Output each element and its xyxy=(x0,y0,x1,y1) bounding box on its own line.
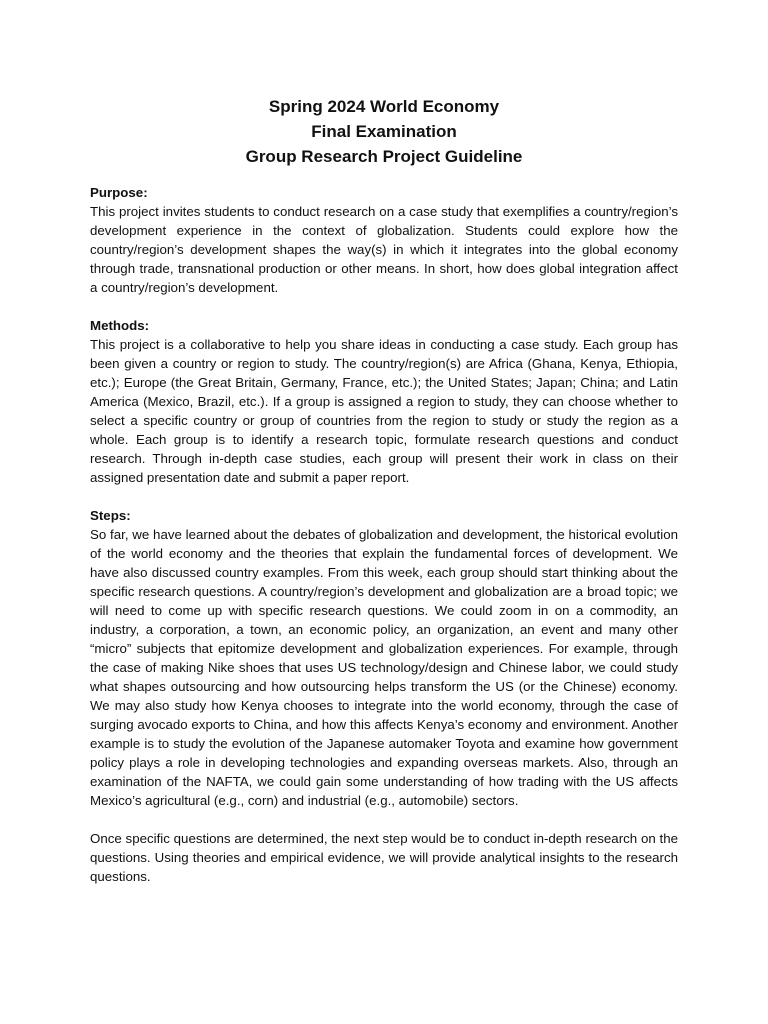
paragraph-methods: This project is a collaborative to help you share ideas in conducting a case study. Each group has been given a country or region to study. The country/region(s) are Africa (Ghana, Kenya, Ethiopia, etc.); Europe (the Great Britain, Germany, France, etc.); the United States; Japan; China; and Latin America (Mexico, Brazil, etc.). If a group is assigned a region to study, they can choose whether to select a specific country or group of countries from the region to study or study the region as a whole. Each group is to identify a research topic, formulate research questions and conduct research. Through in-depth case studies, each group will present their work in class on their assigned presentation date and submit a paper report. xyxy=(90,337,678,485)
section-steps xyxy=(90,506,678,886)
section-methods xyxy=(90,316,678,487)
section-heading-methods: Methods: xyxy=(90,318,150,333)
section-heading-purpose: Purpose: xyxy=(90,185,148,200)
title-line-guideline: Group Research Project Guideline xyxy=(245,147,523,166)
paragraph-purpose: This project invites students to conduct research on a case study that exemplifies a country/region’s development experience in the context of globalization. Students could explore how the country/region’s development shapes the way(s) in which it integrates into the global economy through trade, transnational production or other means. In short, how does global integration affect a country/region’s development. xyxy=(90,204,678,295)
section-purpose xyxy=(90,183,678,297)
title-line-course: Spring 2024 World Economy xyxy=(268,97,500,116)
document-title xyxy=(90,94,678,169)
paragraph-steps-2: Once specific questions are determined, the next step would be to conduct in-depth research on the questions. Using theories and empirical evidence, we will provide analytical insights to the research questions. xyxy=(90,831,678,884)
paragraph-steps-1: So far, we have learned about the debates of globalization and development, the historical evolution of the world economy and the theories that explain the fundamental forces of development. We have also discussed country examples. From this week, each group should start thinking about the specific research questions. A country/region’s development and globalization are a broad topic; we will need to come up with specific research questions. We could zoom in on a commodity, an industry, a corporation, a town, an economic policy, an organization, an event and many other “micro” subjects that epitomize development and globalization experiences. For example, through the case of making Nike shoes that uses US technology/design and Chinese labor, we could study what shapes outsourcing and how outsourcing helps transform the US (or the Chinese) economy. We may also study how Kenya chooses to integrate into the world economy, through the case of surging avocado exports to China, and how this affects Kenya’s economy and environment. Another example is to study the evolution of the Japanese automaker Toyota and examine how government policy plays a role in developing technologies and expanding overseas markets. Also, through an examination of the NAFTA, we could gain some understanding of how trading with the US affects Mexico’s agricultural (e.g., corn) and industrial (e.g., automobile) sectors. xyxy=(90,527,678,808)
section-heading-steps: Steps: xyxy=(90,508,131,523)
document-page xyxy=(90,94,678,886)
title-line-exam: Final Examination xyxy=(311,122,457,141)
